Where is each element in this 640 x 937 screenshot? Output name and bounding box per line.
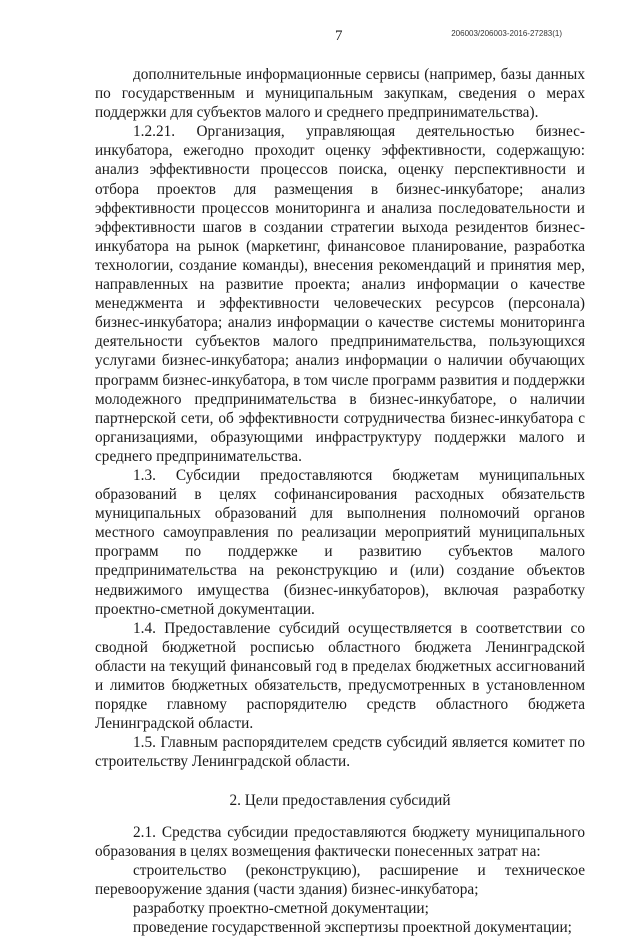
list-item-expertise: проведение государственной экспертизы проектной документации; xyxy=(133,919,572,937)
document-body xyxy=(95,65,585,937)
paragraph-1-5: 1.5. Главным распорядителем средств субсидий является комитет по строительству Ленинградской области. xyxy=(95,734,585,771)
paragraph-1-2-21: 1.2.21. Организация, управляющая деятельностью бизнес-инкубатора, ежегодно проходит оценку эффективности, содержащую: анализ эффективности процессов поиска, оценку перспективности и отбора проектов для размещения в бизнес-инкубаторе; анализ эффективности процессов мониторинга и анализа последовательности и эффективности шагов в создании стратегии выхода резидентов бизнес-инкубатора на рынок (маркетинг, финансовое планирование, разработка технологии, создание команды), внесения рекомендаций и принятия мер, направленных на развитие проекта; анализ информации о качестве менеджмента и эффективности человеческих ресурсов (персонала) бизнес-инкубатора; анализ информации о качестве системы мониторинга деятельности субъектов малого предпринимательства, пользующихся услугами бизнес-инкубатора; анализ информации о наличии обучающих программ бизнес-инкубатора, в том числе программ развития и поддержки молодежного предпринимательства в бизнес-инкубаторе, о наличии партнерской сети, об эффективности сотрудничества бизнес-инкубатора с организациями, образующими инфраструктуру поддержки малого и среднего предпринимательства. xyxy=(95,123,585,465)
paragraph-continuation: дополнительные информационные сервисы (например, базы данных по государственным и муниципальным закупкам, сведения о мерах поддержки для субъектов малого и среднего предпринимательства). xyxy=(95,66,585,122)
list-item-construction: строительство (реконструкцию), расширение и техническое перевооружение здания (части здания) бизнес-инкубатора; xyxy=(95,861,585,898)
paragraph-1-4: 1.4. Предоставление субсидий осуществляется в соответствии со сводной бюджетной росписью областного бюджета Ленинградской области на текущий финансовый год в пределах бюджетных ассигнований и лимитов бюджетных обязательств, предусмотренных в установленном порядке главному распорядителю средств областного бюджета Ленинградской области. xyxy=(95,619,585,733)
list-item-design-docs: разработку проектно-сметной документации; xyxy=(133,899,429,917)
page-number: 7 xyxy=(335,28,343,44)
section-heading: 2. Цели предоставления субсидий xyxy=(229,792,451,810)
paragraph-2-1: 2.1. Средства субсидии предоставляются бюджету муниципального образования в целях возмещения фактически понесенных затрат на: xyxy=(95,823,585,860)
paragraph-1-3: 1.3. Субсидии предоставляются бюджетам муниципальных образований в целях софинансирования расходных обязательств муниципальных образований для выполнения полномочий органов местного самоуправления по реализации мероприятий муниципальных программ по поддержке и развитию субъектов малого предпринимательства на реконструкцию и (или) создание объектов недвижимого имущества (бизнес-инкубаторов), включая разработку проектно-сметной документации. xyxy=(95,466,585,618)
document-code: 206003/206003-2016-27283(1) xyxy=(451,29,562,38)
